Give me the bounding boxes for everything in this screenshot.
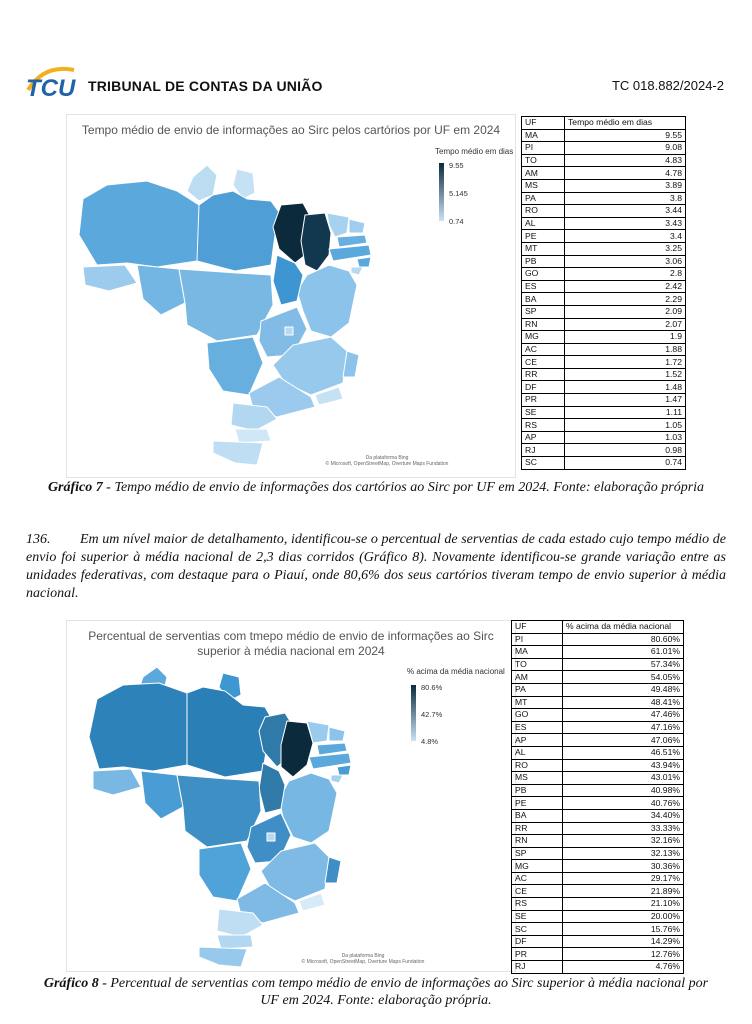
table-row (522, 179, 686, 192)
cell-uf: MG (512, 860, 563, 873)
cell-uf: BA (522, 293, 565, 306)
cell-uf: BA (512, 809, 563, 822)
state-AL (337, 765, 351, 775)
process-number: TC 018.882/2024-2 (611, 78, 724, 93)
cell-uf: PA (522, 192, 565, 205)
cell-uf: SP (522, 305, 565, 318)
table-row (522, 394, 686, 407)
figure7-caption-label: Gráfico 7 - (47, 480, 111, 495)
cell-uf: RS (512, 898, 563, 911)
state-RS (199, 947, 247, 967)
state-MT (179, 269, 273, 341)
table-row (522, 406, 686, 419)
state-SE (331, 775, 343, 783)
cell-uf: MS (522, 179, 565, 192)
cell-value: 1.03 (565, 431, 686, 444)
table-row (522, 431, 686, 444)
cell-uf: DF (522, 381, 565, 394)
cell-uf: TO (512, 658, 563, 671)
cell-uf: RO (512, 759, 563, 772)
table-row (512, 671, 684, 684)
cell-value: 3.4 (565, 230, 686, 243)
table-row (512, 923, 684, 936)
cell-value: 2.42 (565, 280, 686, 293)
cell-uf: RR (512, 822, 563, 835)
table-row (512, 633, 684, 646)
table-row (512, 822, 684, 835)
tcu-logo (24, 60, 80, 104)
figure8-caption (40, 975, 712, 1009)
state-PI (281, 721, 313, 777)
cell-value: 57.34% (563, 658, 684, 671)
cell-uf: RN (512, 835, 563, 848)
state-SE (351, 267, 363, 275)
cell-value: 12.76% (563, 948, 684, 961)
cell-uf: GO (512, 709, 563, 722)
paragraph-text: Em um nível maior de detalhamento, identificou-se o percentual de serventias de cada estado cujo tempo médio de envio foi superior à média nacional de 2,3 dias corridos (Gráfico 8). Novamente identificou-se grande variação entre as unidades federativas, com destaque para o Piauí, onde 80,6% dos seus cartórios tiveram tempo de envio superior à média nacional. (26, 532, 726, 601)
cell-value: 0.98 (565, 444, 686, 457)
cell-uf: PE (512, 797, 563, 810)
logo-text: TCU (26, 75, 76, 102)
cell-uf: RJ (522, 444, 565, 457)
table-row (512, 898, 684, 911)
cell-uf: AL (512, 746, 563, 759)
cell-value: 48.41% (563, 696, 684, 709)
state-AM (89, 683, 203, 771)
cell-value: 47.06% (563, 734, 684, 747)
figure7-legend-gradient (439, 163, 444, 221)
figure7-map-title: Tempo médio de envio de informações ao Sirc pelos cartórios por UF em 2024 (81, 123, 501, 137)
table-row (522, 293, 686, 306)
table-row (512, 683, 684, 696)
table-row (512, 961, 684, 974)
cell-uf: GO (522, 268, 565, 281)
cell-uf: PA (512, 683, 563, 696)
figure7-caption (30, 479, 722, 496)
cell-value: 3.43 (565, 217, 686, 230)
cell-value: 1.9 (565, 331, 686, 344)
cell-value: 2.09 (565, 305, 686, 318)
state-DF (285, 327, 293, 335)
cell-value: 47.46% (563, 709, 684, 722)
table-row (512, 935, 684, 948)
table-row (522, 457, 686, 470)
state-RO (137, 265, 185, 315)
cell-uf: AP (512, 734, 563, 747)
cell-uf: AM (522, 167, 565, 180)
state-RN (349, 219, 365, 233)
cell-value: 3.89 (565, 179, 686, 192)
figure7-legend-mid: 5.145 (449, 189, 468, 198)
cell-uf: ES (512, 721, 563, 734)
table-row (522, 318, 686, 331)
state-MS (199, 843, 251, 901)
cell-value: 9.08 (565, 142, 686, 155)
cell-uf: SE (522, 406, 565, 419)
cell-uf: AP (522, 431, 565, 444)
figure7-map-panel (66, 114, 516, 478)
cell-uf: CE (512, 885, 563, 898)
cell-value: 0.74 (565, 457, 686, 470)
cell-value: 47.16% (563, 721, 684, 734)
table-row (522, 142, 686, 155)
table-row (512, 910, 684, 923)
figure8-legend-mid: 42.7% (421, 710, 443, 719)
cell-uf: CE (522, 356, 565, 369)
state-SC (235, 429, 271, 443)
cell-value: 54.05% (563, 671, 684, 684)
cell-value: 3.06 (565, 255, 686, 268)
state-MT (177, 775, 261, 847)
table-row (522, 356, 686, 369)
cell-value: 30.36% (563, 860, 684, 873)
cell-uf: RJ (512, 961, 563, 974)
table-row (512, 696, 684, 709)
cell-uf: PI (512, 633, 563, 646)
state-RS (213, 441, 263, 465)
table-row (522, 368, 686, 381)
cell-uf: PB (512, 784, 563, 797)
cell-value: 3.25 (565, 242, 686, 255)
figure7-caption-text: Tempo médio de envio de informações dos cartórios ao Sirc por UF em 2024. Fonte: elaboração própria (114, 480, 705, 495)
table-row (512, 860, 684, 873)
cell-value: 32.13% (563, 847, 684, 860)
cell-uf: SC (512, 923, 563, 936)
cell-value: 40.98% (563, 784, 684, 797)
table-row (522, 331, 686, 344)
cell-value: 40.76% (563, 797, 684, 810)
cell-uf: MT (512, 696, 563, 709)
table-row (512, 847, 684, 860)
paragraph-136 (26, 531, 726, 603)
cell-uf: MT (522, 242, 565, 255)
table-row (522, 444, 686, 457)
cell-uf: MG (522, 331, 565, 344)
table-header-value: % acima da média nacional (563, 621, 684, 634)
cell-uf: SP (512, 847, 563, 860)
cell-uf: DF (512, 935, 563, 948)
cell-value: 29.17% (563, 872, 684, 885)
table-row (522, 255, 686, 268)
table-row (512, 721, 684, 734)
state-DF (267, 833, 275, 841)
figure8-map-title-line1: Percentual de serventias com tmepo médio de envio de informações ao Sirc (88, 629, 494, 643)
state-RN (329, 727, 345, 741)
figure7-table-body (522, 129, 686, 469)
figure8-caption-label: Gráfico 8 - (43, 976, 107, 991)
cell-uf: PR (522, 394, 565, 407)
table-row (522, 230, 686, 243)
cell-value: 2.29 (565, 293, 686, 306)
cell-uf: SE (512, 910, 563, 923)
state-PA (197, 191, 281, 271)
table-row (522, 167, 686, 180)
table-row (512, 772, 684, 785)
figure8-map-panel (66, 620, 516, 972)
table-row (512, 709, 684, 722)
cell-value: 4.83 (565, 154, 686, 167)
cell-uf: PI (522, 142, 565, 155)
figure8-table-body (512, 633, 684, 973)
table-row (512, 746, 684, 759)
table-row (512, 784, 684, 797)
figure7-legend-min: 0.74 (449, 217, 464, 226)
cell-value: 61.01% (563, 646, 684, 659)
table-row (512, 797, 684, 810)
table-row (522, 419, 686, 432)
figure7-table (521, 116, 686, 470)
page-header (24, 60, 724, 108)
cell-value: 1.88 (565, 343, 686, 356)
table-row (512, 759, 684, 772)
figure8-caption-text: Percentual de serventias com tempo médio de envio de informações ao Sirc superior à média nacional por UF em 2024. Fonte: elaboração própria. (110, 976, 709, 1008)
cell-value: 80.60% (563, 633, 684, 646)
cell-value: 43.01% (563, 772, 684, 785)
table-row (522, 154, 686, 167)
table-row (522, 242, 686, 255)
figure8-table (511, 620, 684, 974)
state-AC (83, 265, 137, 291)
table-row (512, 646, 684, 659)
state-AL (357, 257, 371, 267)
cell-uf: ES (522, 280, 565, 293)
table-row (522, 205, 686, 218)
org-name: TRIBUNAL DE CONTAS DA UNIÃO (88, 78, 323, 94)
state-RO (141, 771, 183, 819)
cell-uf: AC (522, 343, 565, 356)
cell-value: 1.05 (565, 419, 686, 432)
state-SC (217, 935, 253, 949)
cell-value: 34.40% (563, 809, 684, 822)
cell-value: 20.00% (563, 910, 684, 923)
figure8-legend-title: % acima da média nacional (407, 667, 505, 676)
cell-value: 4.78 (565, 167, 686, 180)
table-row (522, 305, 686, 318)
state-TO (259, 763, 285, 813)
cell-value: 46.51% (563, 746, 684, 759)
table-header-value: Tempo médio em dias (565, 117, 686, 130)
table-row (512, 885, 684, 898)
cell-value: 21.89% (563, 885, 684, 898)
table-row (522, 268, 686, 281)
cell-value: 4.76% (563, 961, 684, 974)
cell-value: 1.72 (565, 356, 686, 369)
state-PI (301, 213, 331, 271)
figure8-legend-min: 4.8% (421, 737, 439, 746)
brazil-map-fig7 (67, 115, 515, 477)
cell-uf: MS (512, 772, 563, 785)
table-row (512, 872, 684, 885)
cell-value: 14.29% (563, 935, 684, 948)
cell-uf: PB (522, 255, 565, 268)
table-row (512, 948, 684, 961)
table-row (522, 381, 686, 394)
cell-value: 1.11 (565, 406, 686, 419)
cell-value: 3.44 (565, 205, 686, 218)
cell-value: 1.52 (565, 368, 686, 381)
state-AC (93, 769, 141, 795)
cell-value: 33.33% (563, 822, 684, 835)
table-header-uf: UF (522, 117, 565, 130)
figure7-legend-title: Tempo médio em dias (435, 147, 514, 156)
cell-uf: MA (522, 129, 565, 142)
cell-uf: RN (522, 318, 565, 331)
cell-value: 1.48 (565, 381, 686, 394)
cell-uf: RO (522, 205, 565, 218)
cell-value: 2.07 (565, 318, 686, 331)
cell-value: 3.8 (565, 192, 686, 205)
state-MS (207, 337, 263, 395)
table-row (512, 734, 684, 747)
cell-value: 32.16% (563, 835, 684, 848)
figure8-map-credit: Da plataforma Bing © Microsoft, OpenStreetMap, Overture Maps Fundation (301, 953, 425, 965)
table-row (522, 192, 686, 205)
table-row (512, 835, 684, 848)
table-row (522, 280, 686, 293)
cell-uf: AL (522, 217, 565, 230)
cell-uf: PE (522, 230, 565, 243)
cell-value: 2.8 (565, 268, 686, 281)
cell-uf: RS (522, 419, 565, 432)
figure8-legend-gradient (411, 685, 416, 741)
cell-uf: AM (512, 671, 563, 684)
cell-uf: SC (522, 457, 565, 470)
table-row (522, 217, 686, 230)
figure7-legend-max: 9.55 (449, 161, 464, 170)
table-row (512, 809, 684, 822)
table-header-uf: UF (512, 621, 563, 634)
cell-uf: RR (522, 368, 565, 381)
table-row (522, 129, 686, 142)
cell-uf: MA (512, 646, 563, 659)
cell-value: 15.76% (563, 923, 684, 936)
cell-value: 43.94% (563, 759, 684, 772)
table-row (512, 658, 684, 671)
cell-uf: TO (522, 154, 565, 167)
cell-uf: AC (512, 872, 563, 885)
figure8-map-title-line2: superior à média nacional em 2024 (197, 644, 385, 658)
cell-value: 9.55 (565, 129, 686, 142)
cell-value: 21.10% (563, 898, 684, 911)
cell-value: 1.47 (565, 394, 686, 407)
figure8-legend-max: 80.6% (421, 683, 443, 692)
cell-value: 49.48% (563, 683, 684, 696)
paragraph-number: 136. (26, 532, 51, 547)
table-row (522, 343, 686, 356)
cell-uf: PR (512, 948, 563, 961)
figure7-map-credit: Da plataforma Bing © Microsoft, OpenStreetMap, Overture Maps Fundation (325, 455, 449, 467)
